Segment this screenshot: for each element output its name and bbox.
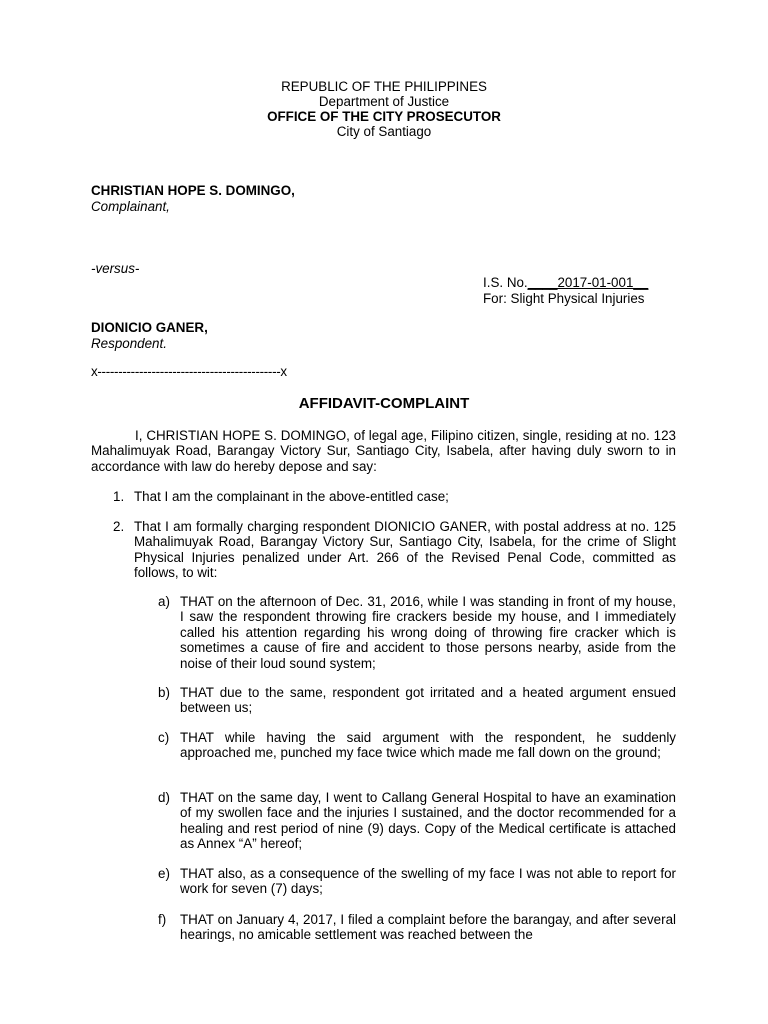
complainant-block [91,183,295,215]
respondent-name: DIONICIO GANER, [91,320,208,335]
item-text: That I am the complainant in the above-entitled case; [134,489,449,504]
sub-item-letter: e) [158,866,170,881]
complainant-role: Complainant, [91,199,170,214]
sub-item-letter: c) [158,730,170,745]
document-header [0,79,768,139]
respondent-role: Respondent. [91,336,167,351]
header-city: City of Santiago [336,124,432,139]
sub-item-letter: d) [158,790,170,805]
item-text: That I am formally charging respondent DIONICIO GANER, with postal address at no. 125 Mahalimuyak Road, Barangay Victory Sur, Santiago City, Isabela, for the crime of Slight Physical Injuries penalized under Art. 266 of the Revised Penal Code, committed as follows, to wit: [134,519,676,581]
sub-item-letter: a) [158,594,170,609]
case-offense: For: Slight Physical Injuries [483,291,645,306]
sub-item-text: THAT while having the said argument with the respondent, he suddenly approached me, punched my face twice which made me fall down on the ground; [180,730,676,761]
numbered-item [113,489,676,504]
sub-item [158,790,676,852]
item-number: 2. [113,519,125,534]
sub-item [158,866,676,897]
sub-item-text: THAT on the same day, I went to Callang General Hospital to have an examination of my swollen face and the injuries I sustained, and the doctor recommended for a healing and rest period of nine (9) days. Copy of the Medical certificate is attached as Annex “A” hereof; [180,790,676,852]
sub-item-text: THAT due to the same, respondent got irritated and a heated argument ensued between us; [180,685,676,716]
sub-item [158,730,676,761]
sub-item-text: THAT on January 4, 2017, I filed a complaint before the barangay, and after several hearings, no amicable settlement was reached between the [180,912,676,943]
case-number-label: I.S. No. [483,275,528,290]
sub-item [158,594,676,671]
case-number: ____2017-01-001__ [527,275,649,290]
sub-item [158,912,676,943]
complainant-name: CHRISTIAN HOPE S. DOMINGO, [91,183,295,198]
versus-label: -versus- [91,261,140,276]
case-number-line [483,275,648,291]
sub-item-letter: b) [158,685,170,700]
numbered-item [113,519,676,581]
sub-item-text: THAT also, as a consequence of the swelling of my face I was not able to report for work for seven (7) days; [180,866,676,897]
sub-item-text: THAT on the afternoon of Dec. 31, 2016, while I was standing in front of my house, I saw the respondent throwing fire crackers beside my house, and I immediately called his attention regarding his wrong doing of throwing fire cracker which is sometimes a cause of fire and accident to those persons nearby, aside from the noise of their loud sound system; [180,594,676,671]
header-republic: REPUBLIC OF THE PHILIPPINES [281,79,487,94]
intro-paragraph: I, CHRISTIAN HOPE S. DOMINGO, of legal age, Filipino citizen, single, residing at no. 123 Mahalimuyak Road, Barangay Victory Sur, Santiago City, Isabela, after having duly sworn to in accordance with law do hereby depose and say: [91,428,676,474]
sub-item [158,685,676,716]
caption-separator: x--------------------------------------------x [91,364,287,379]
sub-item-letter: f) [158,912,167,927]
item-number: 1. [113,489,125,504]
header-office: OFFICE OF THE CITY PROSECUTOR [267,109,501,124]
header-department: Department of Justice [318,94,450,109]
case-info [483,275,648,307]
document-title: AFFIDAVIT-COMPLAINT [298,395,470,412]
respondent-block [91,320,208,352]
